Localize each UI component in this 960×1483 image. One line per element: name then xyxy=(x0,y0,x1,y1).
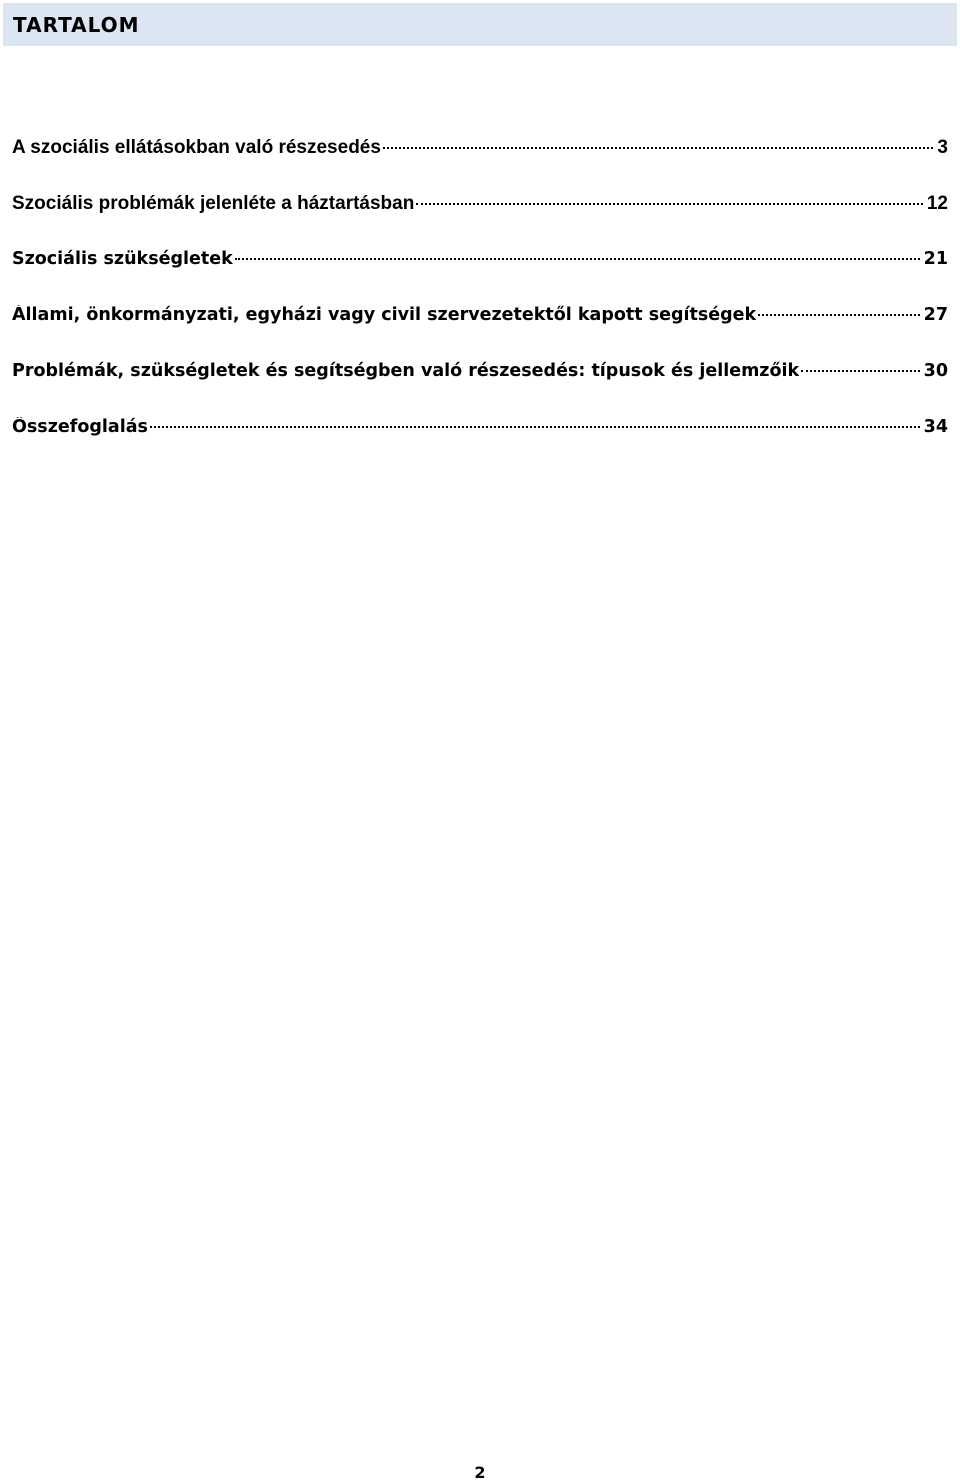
toc-entry-page: 3 xyxy=(937,137,948,158)
toc-entry-page: 27 xyxy=(923,304,948,325)
toc-dot-leader xyxy=(383,134,933,153)
toc-dot-leader xyxy=(758,302,919,320)
toc-heading: TARTALOM xyxy=(13,13,140,37)
toc-entry-page: 21 xyxy=(923,248,948,269)
toc-entry-title: Összefoglalás xyxy=(12,416,148,437)
toc-dot-leader xyxy=(150,414,920,432)
toc-dot-leader xyxy=(235,246,920,264)
toc-entry-title: Állami, önkormányzati, egyházi vagy civil szervezetektől kapott segítségek xyxy=(12,304,757,325)
toc-entry-title: Problémák, szükségletek és segítségben való részesedés: típusok és jellemzőik xyxy=(12,360,800,381)
toc-entry[interactable] xyxy=(12,414,948,470)
toc-header xyxy=(3,3,957,46)
table-of-contents xyxy=(12,134,948,470)
toc-entry[interactable] xyxy=(12,302,948,358)
toc-entry-page: 34 xyxy=(923,416,948,437)
toc-entry-title: Szociális problémák jelenléte a háztartásban xyxy=(12,193,415,214)
toc-entry[interactable] xyxy=(12,190,948,246)
toc-dot-leader xyxy=(801,358,919,376)
toc-entry[interactable] xyxy=(12,358,948,414)
toc-entry[interactable] xyxy=(12,246,948,302)
toc-entry-page: 12 xyxy=(926,193,948,214)
toc-entry-title: A szociális ellátásokban való részesedés xyxy=(12,137,381,158)
toc-entry-title: Szociális szükségletek xyxy=(12,248,233,269)
toc-entry-page: 30 xyxy=(923,360,948,381)
toc-dot-leader xyxy=(416,190,923,209)
toc-entry[interactable] xyxy=(12,134,948,190)
page-number: 2 xyxy=(474,1463,486,1482)
